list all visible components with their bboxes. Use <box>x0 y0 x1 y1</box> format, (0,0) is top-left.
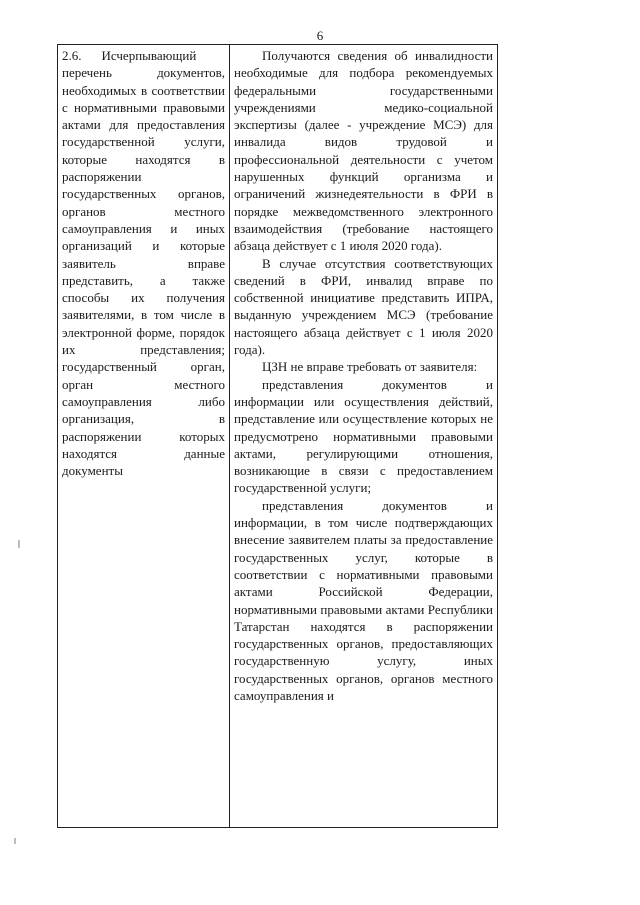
paragraph: В случае отсутствия соответствующих сведений в ФРИ, инвалид вправе по собственной инициативе представить ИПРА, выданную учреждением МСЭ (требование настоящего абзаца действует с 1 июля 2020 года). <box>234 255 493 358</box>
table-row <box>58 45 498 828</box>
paragraph: ЦЗН не вправе требовать от заявителя: <box>262 359 478 375</box>
paragraph: представления документов и информации или осуществления действий, представление или осуществление которых не предусмотрено нормативными правовыми актами, регулирующими отношения, возникающие в связи с предоставлением государственной услуги; <box>234 376 493 496</box>
requirements-table <box>57 44 498 828</box>
left-cell <box>58 45 230 828</box>
page-number: 6 <box>316 28 324 43</box>
right-cell <box>230 45 498 828</box>
scan-artifact <box>18 540 20 548</box>
scan-artifact <box>14 838 16 844</box>
paragraph: представления документов и информации, в том числе подтверждающих внесение заявителем платы за предоставление государственных услуг, которые в соответствии с нормативными правовыми актами Российской Федерации, нормативными правовыми актами Республики Татарстан находятся в распоряжении государственных органов, предоставляющих государственную услугу, иных государственных органов, органов местного самоуправления и <box>234 497 493 703</box>
paragraph: Получаются сведения об инвалидности необходимые для подбора рекомендуемых федеральными государственными учреждениями медико-социальной экспертизы (далее - учреждение МСЭ) для инвалида видов трудовой и профессиональной деятельности с учетом нарушенных функций организма и ограничений жизнедеятельности в ФРИ в порядке межведомственного электронного взаимодействия (требование настоящего абзаца действует с 1 июля 2020 года). <box>234 48 493 254</box>
item-description: Исчерпывающий перечень документов, необходимых в соответствии с нормативными правовыми актами для предоставления государственной услуги, которые находятся в распоряжении государственных органов, органов местного самоуправления и иных организаций и которые заявитель вправе представить, а также способы их получения заявителями, в том числе в электронной форме, порядок их представления; государственный орган, орган местного самоуправления либо организация, в распоряжении которых находятся данные документы <box>62 48 225 479</box>
left-cell-text <box>62 47 225 479</box>
item-number: 2.6. <box>62 48 82 63</box>
